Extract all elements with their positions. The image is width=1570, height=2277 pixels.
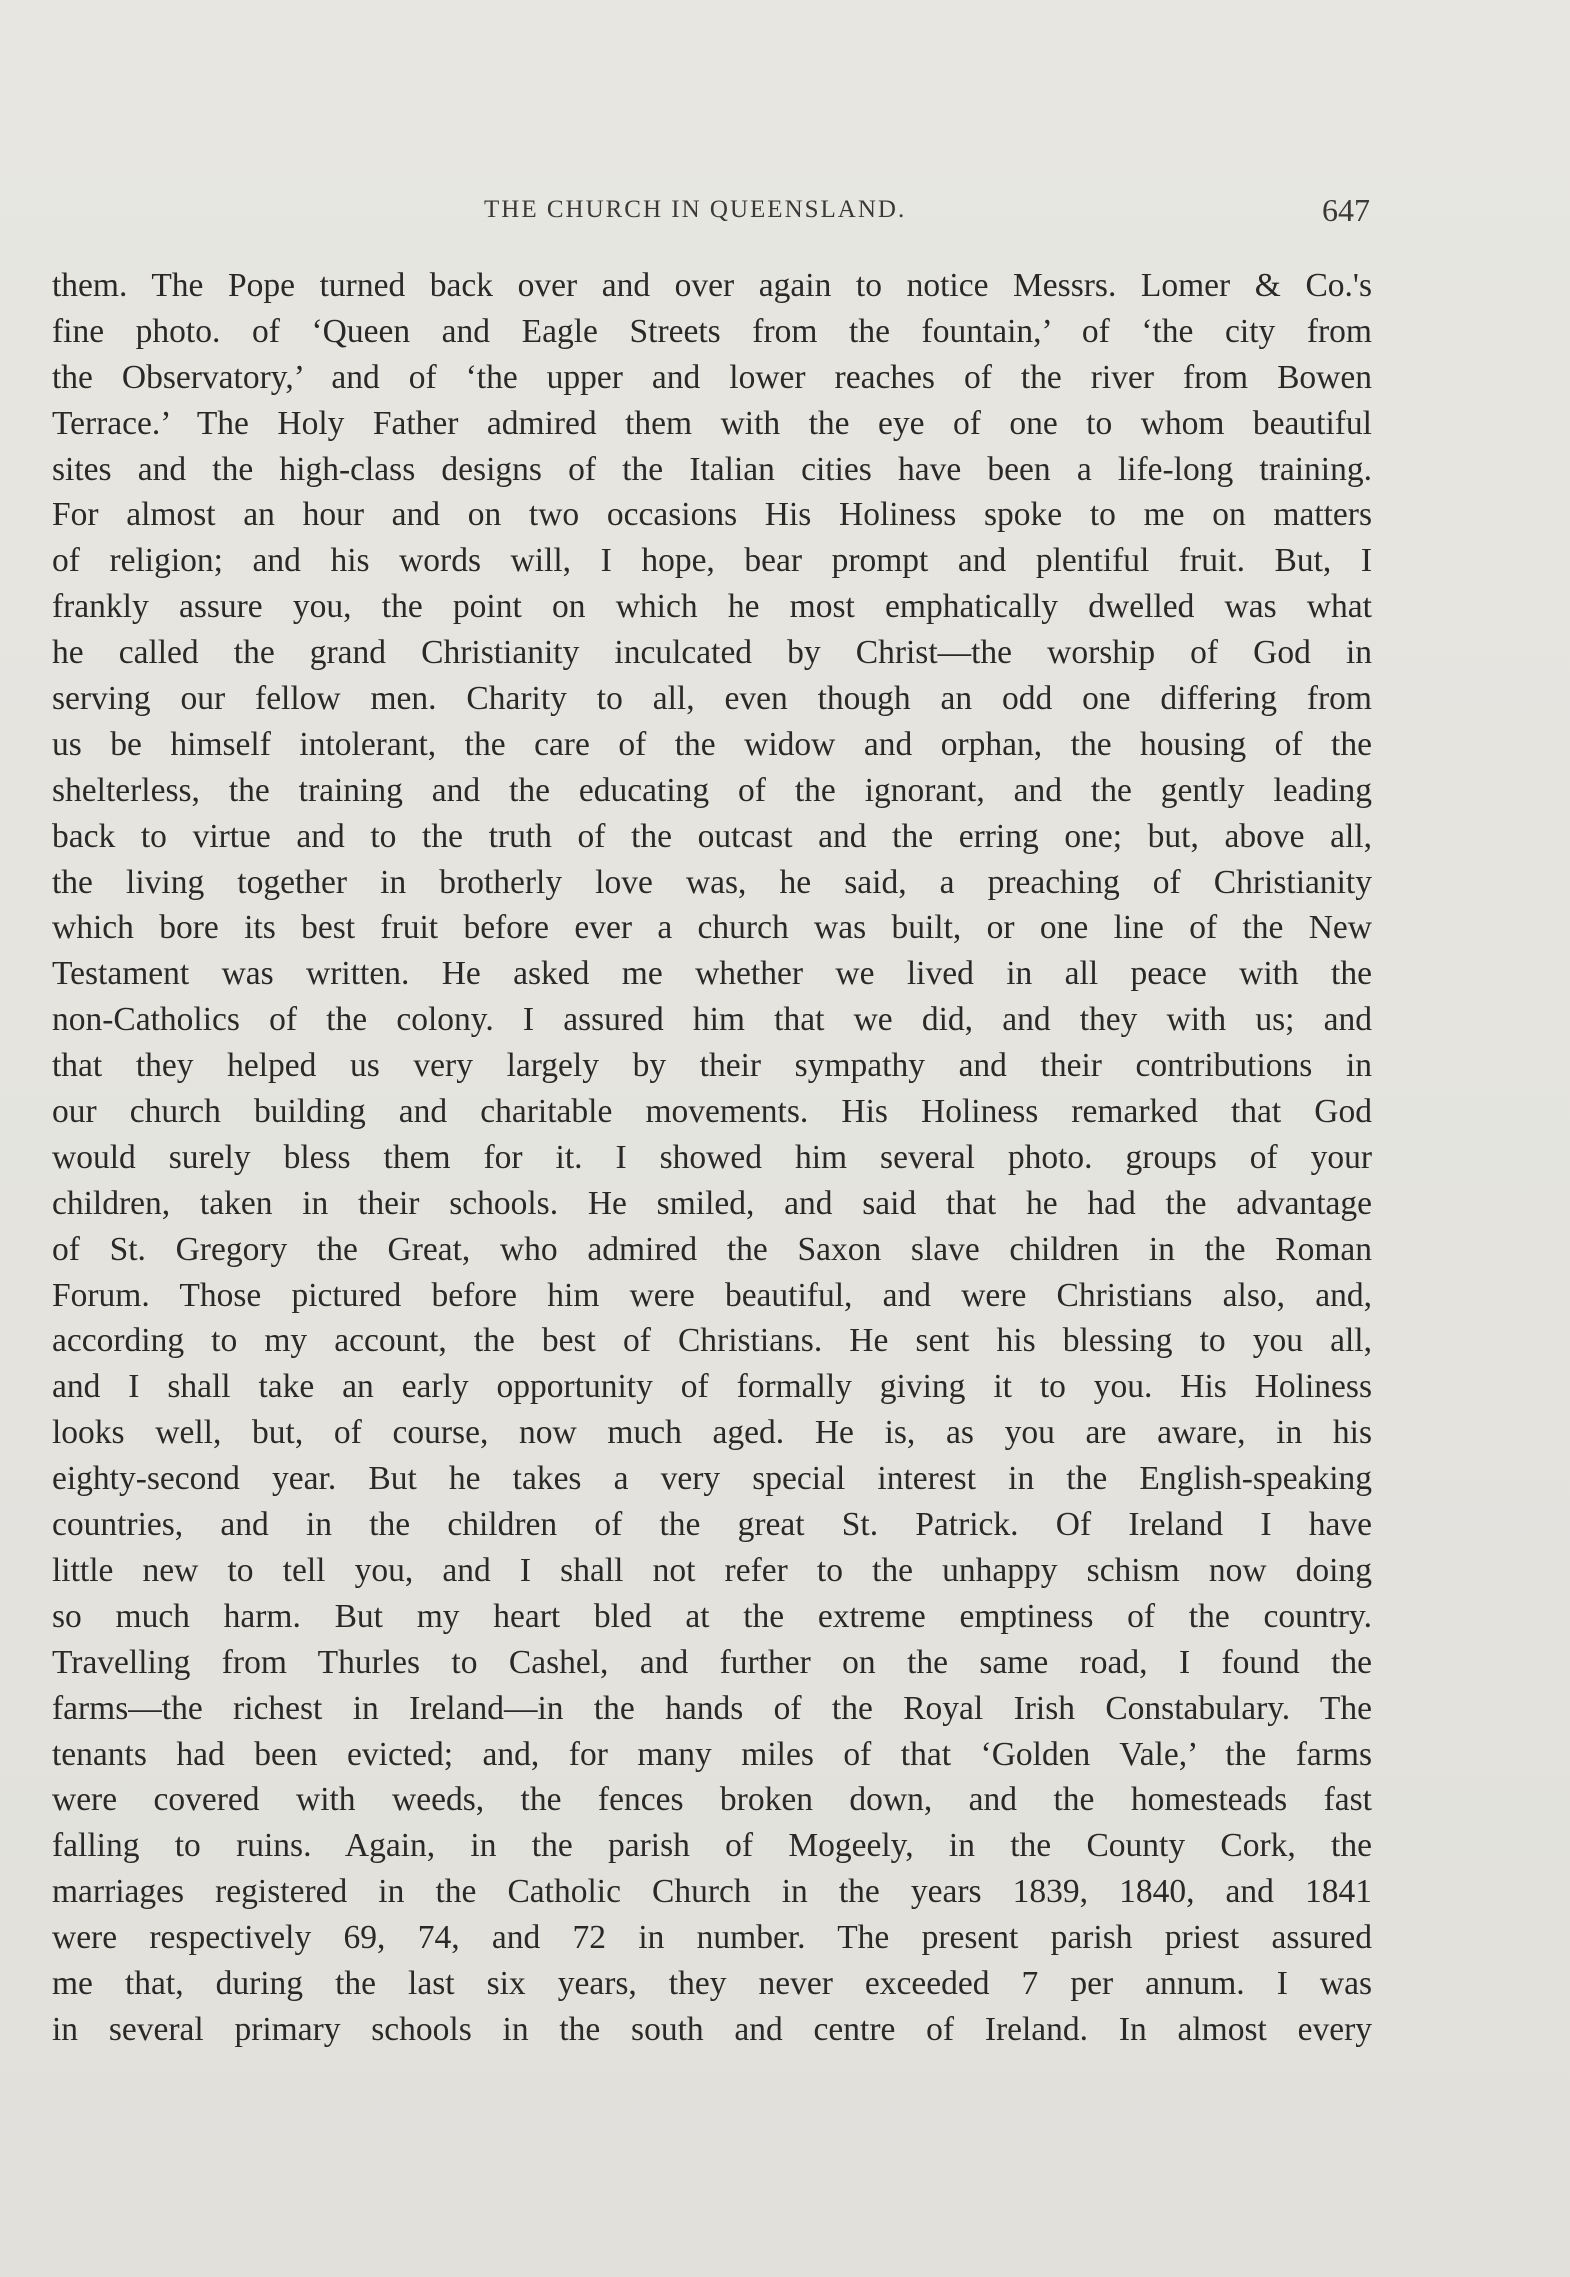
text-line: of St. Gregory the Great, who admired the Saxon slave children in the Roman bbox=[52, 1230, 1372, 1268]
text-line: falling to ruins. Again, in the parish of Mogeely, in the County Cork, the bbox=[52, 1827, 1372, 1865]
text-line: were covered with weeds, the fences broken down, and the homesteads fast bbox=[52, 1781, 1372, 1819]
text-line: farms—the richest in Ireland—in the hands of the Royal Irish Constabulary. The bbox=[52, 1689, 1372, 1727]
running-head bbox=[0, 192, 1570, 236]
text-line: Travelling from Thurles to Cashel, and further on the same road, I found the bbox=[52, 1643, 1372, 1681]
text-line: the living together in brotherly love was, he said, a preaching of Christianity bbox=[52, 863, 1372, 901]
text-line: eighty-second year. But he takes a very special interest in the English-speaking bbox=[52, 1460, 1372, 1498]
text-line: back to virtue and to the truth of the outcast and the erring one; but, above all, bbox=[52, 817, 1372, 855]
text-line: Terrace.’ The Holy Father admired them with the eye of one to whom beautiful bbox=[52, 404, 1372, 442]
text-line: serving our fellow men. Charity to all, even though an odd one differing from bbox=[52, 680, 1372, 718]
text-line: he called the grand Christianity inculcated by Christ—the worship of God in bbox=[52, 634, 1372, 672]
text-line: Testament was written. He asked me whether we lived in all peace with the bbox=[52, 955, 1372, 993]
text-line: were respectively 69, 74, and 72 in number. The present parish priest assured bbox=[52, 1919, 1372, 1957]
text-line: and I shall take an early opportunity of formally giving it to you. His Holiness bbox=[52, 1368, 1372, 1406]
text-line: would surely bless them for it. I showed him several photo. groups of your bbox=[52, 1138, 1372, 1176]
text-line: in several primary schools in the south and centre of Ireland. In almost every bbox=[52, 2010, 1372, 2048]
text-line: children, taken in their schools. He smiled, and said that he had the advantage bbox=[52, 1184, 1372, 1222]
text-line: little new to tell you, and I shall not refer to the unhappy schism now doing bbox=[52, 1551, 1372, 1589]
text-line: shelterless, the training and the educating of the ignorant, and the gently leading bbox=[52, 771, 1372, 809]
text-line: so much harm. But my heart bled at the extreme emptiness of the country. bbox=[52, 1597, 1372, 1635]
body-text bbox=[52, 263, 1372, 2053]
text-line: frankly assure you, the point on which he most emphatically dwelled was what bbox=[52, 588, 1372, 626]
text-line: according to my account, the best of Christians. He sent his blessing to you all, bbox=[52, 1322, 1372, 1360]
text-line: tenants had been evicted; and, for many miles of that ‘Golden Vale,’ the farms bbox=[52, 1735, 1372, 1773]
text-line: looks well, but, of course, now much aged. He is, as you are aware, in his bbox=[52, 1414, 1372, 1452]
text-line: For almost an hour and on two occasions His Holiness spoke to me on matters bbox=[52, 496, 1372, 534]
text-line: sites and the high-class designs of the Italian cities have been a life-long training. bbox=[52, 450, 1372, 488]
text-line: us be himself intolerant, the care of the widow and orphan, the housing of the bbox=[52, 725, 1372, 763]
running-title: THE CHURCH IN QUEENSLAND. bbox=[484, 196, 907, 223]
text-line: me that, during the last six years, they never exceeded 7 per annum. I was bbox=[52, 1964, 1372, 2002]
text-line: marriages registered in the Catholic Church in the years 1839, 1840, and 1841 bbox=[52, 1873, 1372, 1911]
text-line: Forum. Those pictured before him were beautiful, and were Christians also, and, bbox=[52, 1276, 1372, 1314]
text-line: non-Catholics of the colony. I assured him that we did, and they with us; and bbox=[52, 1001, 1372, 1039]
text-line: countries, and in the children of the great St. Patrick. Of Ireland I have bbox=[52, 1506, 1372, 1544]
text-line: them. The Pope turned back over and over again to notice Messrs. Lomer & Co.'s bbox=[52, 267, 1372, 304]
text-line: which bore its best fruit before ever a church was built, or one line of the New bbox=[52, 909, 1372, 947]
page-number: 647 bbox=[1322, 192, 1370, 228]
text-line: that they helped us very largely by their sympathy and their contributions in bbox=[52, 1047, 1372, 1085]
text-line: the Observatory,’ and of ‘the upper and lower reaches of the river from Bowen bbox=[52, 358, 1372, 396]
text-line: of religion; and his words will, I hope, bear prompt and plentiful fruit. But, I bbox=[52, 542, 1372, 580]
text-line: fine photo. of ‘Queen and Eagle Streets from the fountain,’ of ‘the city from bbox=[52, 312, 1372, 350]
text-line: our church building and charitable movements. His Holiness remarked that God bbox=[52, 1093, 1372, 1131]
